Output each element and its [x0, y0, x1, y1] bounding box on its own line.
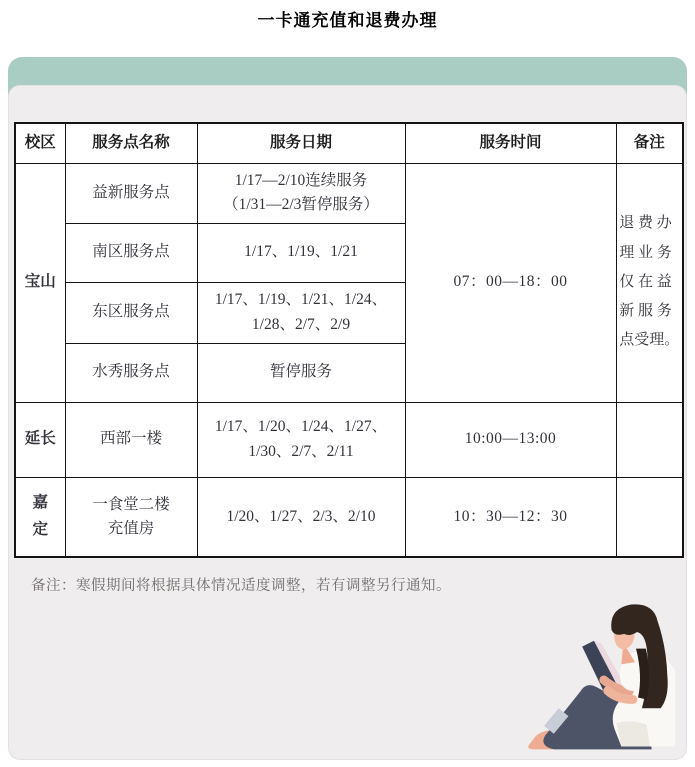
point-line: 充值房 — [107, 519, 155, 537]
date-line: 1/17、1/19、1/21、1/24、 — [214, 291, 388, 309]
service-date — [197, 163, 405, 223]
date-line: 1/17—2/10连续服务 — [234, 171, 368, 189]
table-header-row — [15, 123, 683, 163]
service-point: 西部一楼 — [65, 402, 197, 477]
col-header-campus: 校区 — [15, 123, 65, 163]
service-date — [197, 402, 405, 477]
date-line: 1/17、1/19、1/21 — [244, 243, 358, 261]
service-point — [65, 477, 197, 557]
service-date — [197, 223, 405, 282]
table-row — [15, 163, 683, 223]
service-time-baoshan: 07：00—18：00 — [405, 163, 616, 402]
service-date: 1/20、1/27、2/3、2/10 — [197, 477, 405, 557]
content-card — [8, 85, 687, 760]
page-title: 一卡通充值和退费办理 — [257, 11, 438, 30]
footnote: 备注：寒假期间将根据具体情况适度调整，若有调整另行通知。 — [31, 578, 451, 594]
girl-reading-icon — [498, 597, 684, 755]
campus-baoshan: 宝山 — [15, 163, 65, 402]
service-point: 益新服务点 — [65, 163, 197, 223]
service-date — [197, 282, 405, 343]
remark-text: 退 费 办 理 业 务 仅 在 益 新 服 务 点受理。 — [619, 215, 680, 349]
service-point: 东区服务点 — [65, 282, 197, 343]
table-row — [15, 402, 683, 477]
point-line: 一食堂二楼 — [92, 495, 170, 513]
col-header-service-date: 服务日期 — [197, 123, 405, 163]
campus-jiading: 嘉定 — [15, 477, 65, 557]
col-header-remark: 备注 — [616, 123, 683, 163]
date-line: 1/30、2/7、2/11 — [248, 442, 354, 460]
service-time-jiading: 10：30—12：30 — [405, 477, 616, 557]
service-schedule-table — [14, 122, 684, 558]
campus-yanchang: 延长 — [15, 402, 65, 477]
service-point: 南区服务点 — [65, 223, 197, 282]
date-line: （1/31—2/3暂停服务） — [223, 196, 379, 213]
remark-empty — [616, 402, 683, 477]
service-point: 水秀服务点 — [65, 343, 197, 402]
service-date: 暂停服务 — [197, 343, 405, 402]
table-row — [15, 477, 683, 557]
remark-baoshan — [616, 163, 683, 402]
date-line: 1/28、2/7、2/9 — [251, 315, 351, 333]
service-time-yanchang: 10:00—13:00 — [405, 402, 616, 477]
date-line: 1/17、1/20、1/24、1/27、 — [214, 418, 388, 436]
col-header-service-point: 服务点名称 — [65, 123, 197, 163]
remark-empty — [616, 477, 683, 557]
col-header-service-time: 服务时间 — [405, 123, 616, 163]
